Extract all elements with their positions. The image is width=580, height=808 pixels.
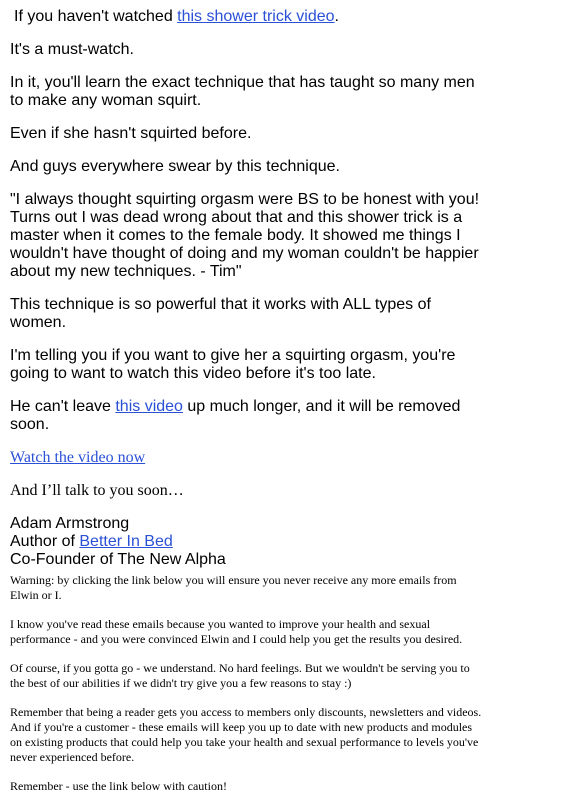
signature-name: Adam Armstrong	[10, 515, 130, 532]
footer-know-you-read: I know you've read these emails because you wanted to improve your health and sexual performance - and you were convinced Elwin and I could help you get the results you desired.	[10, 617, 463, 646]
footer-reader-access: Remember that being a reader gets you access to members only discounts, newsletters and videos. And if you're a customer - these emails will keep you up to date with new products and modules on existing products that could help you take your health and sexual performance to levels you've never experienced before.	[10, 705, 482, 764]
closing-line: And I’ll talk to you soon…	[10, 482, 184, 499]
signature-cofounder: Co-Founder of The New Alpha	[10, 551, 226, 568]
paragraph-must-watch: It's a must-watch.	[10, 41, 134, 58]
main-copy	[10, 8, 490, 434]
intro-suffix: .	[334, 8, 339, 25]
intro-paragraph	[10, 8, 490, 26]
watch-video-now-link[interactable]: Watch the video now	[10, 449, 146, 466]
better-in-bed-link[interactable]: Better In Bed	[79, 533, 173, 550]
paragraph-technique: In it, you'll learn the exact technique that has taught so many men to make any woman squirt.	[10, 74, 475, 109]
footer-warning: Warning: by clicking the link below you will ensure you never receive any more emails from Elwin or I.	[10, 573, 457, 602]
author-prefix: Author of	[10, 533, 80, 550]
intro-prefix: If you haven't watched	[14, 8, 178, 25]
paragraph-guys-swear: And guys everywhere swear by this technique.	[10, 158, 340, 175]
footer-caution: Remember - use the link below with caution!	[10, 779, 227, 793]
this-video-link[interactable]: this video	[115, 398, 183, 415]
shower-trick-video-link[interactable]: this shower trick video	[177, 8, 335, 25]
cant-leave-suffix: up much longer, and it will be removed soon.	[10, 398, 461, 433]
paragraph-telling-you: I'm telling you if you want to give her a squirting orgasm, you're going to want to watch this video before it's too late.	[10, 347, 456, 382]
email-body	[10, 8, 490, 808]
signature	[10, 515, 490, 569]
footer-gotta-go: Of course, if you gotta go - we understand. No hard feelings. But we wouldn't be serving you to the best of our abilities if we didn't try give you a few reasons to stay :)	[10, 661, 470, 690]
paragraph-even-if: Even if she hasn't squirted before.	[10, 125, 252, 142]
paragraph-all-types: This technique is so powerful that it works with ALL types of women.	[10, 296, 431, 331]
cant-leave-prefix: He can't leave	[10, 398, 116, 415]
signature-author	[10, 533, 490, 551]
unsubscribe-footer	[10, 573, 482, 794]
cta-paragraph	[10, 449, 490, 467]
paragraph-testimonial: "I always thought squirting orgasm were BS to be honest with you! Turns out I was dead wrong about that and this shower trick is a master when it comes to the female body. It showed me things I wouldn't have thought of doing and my woman couldn't be happier about my new techniques. - Tim"	[10, 191, 480, 280]
paragraph-cant-leave	[10, 398, 490, 434]
cta-section	[10, 449, 490, 500]
